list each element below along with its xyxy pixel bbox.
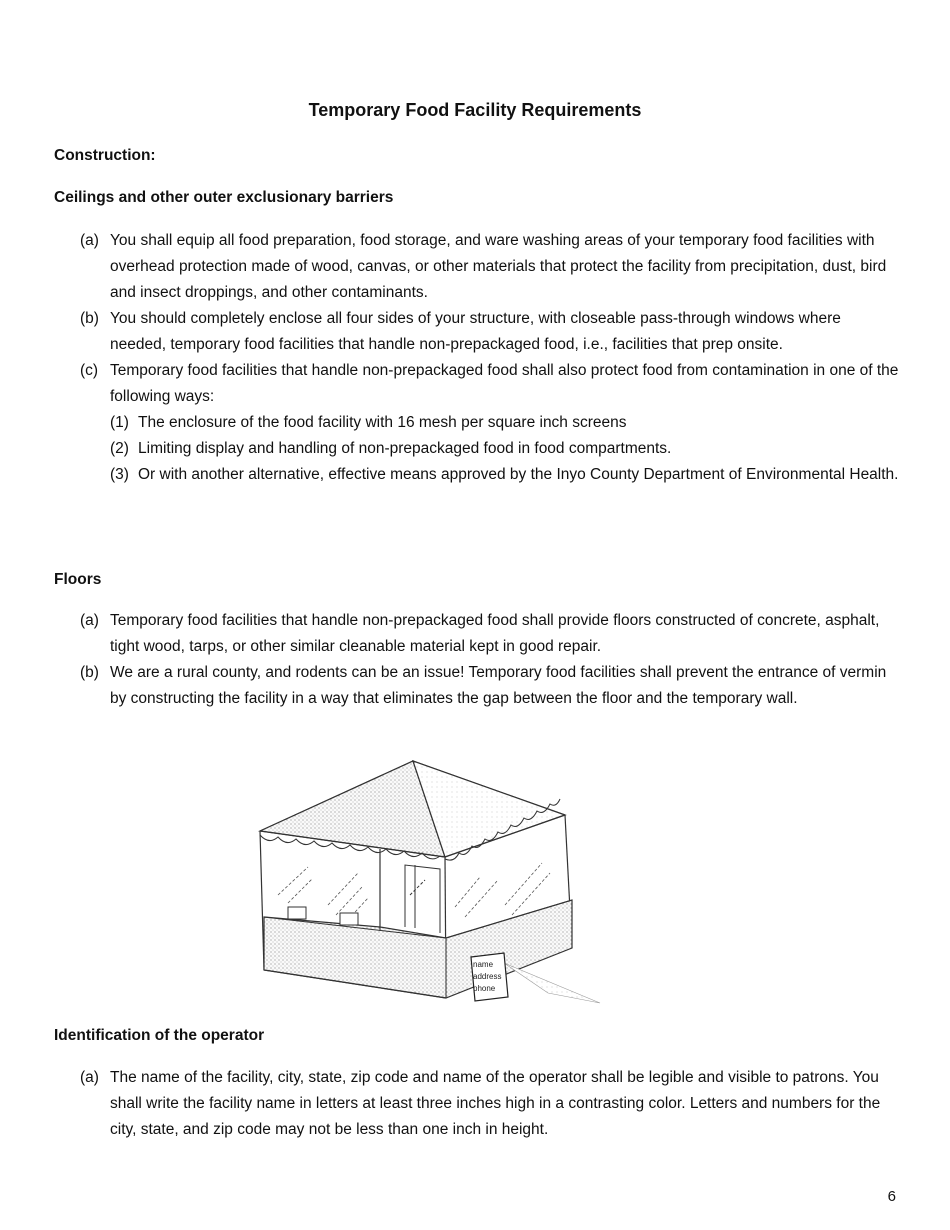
list-marker: (b) xyxy=(80,664,99,681)
ceilings-subitem-3 xyxy=(110,462,900,488)
list-item-text: The enclosure of the food facility with 16 mesh per square inch screens xyxy=(138,414,627,431)
ceilings-item-a xyxy=(80,228,900,306)
identification-heading: Identification of the operator xyxy=(54,1027,265,1044)
ceilings-sublist xyxy=(110,410,900,488)
booth-roof xyxy=(260,761,565,860)
list-marker: (a) xyxy=(80,612,99,629)
booth-door xyxy=(405,865,440,933)
list-item-text: You should completely enclose all four sides of your structure, with closeable pass-through windows where needed, temporary food facilities that handle non-prepackaged food, i.e., facilities that prep onsite. xyxy=(110,310,841,353)
list-item-text: Temporary food facilities that handle non-prepackaged food shall also protect food from contamination in one of the following ways: xyxy=(110,362,899,405)
sign-name-label: name xyxy=(473,960,494,969)
identification-list xyxy=(80,1065,900,1143)
identification-item-a xyxy=(80,1065,900,1143)
list-marker: (b) xyxy=(80,310,99,327)
sign-address-label: address xyxy=(473,972,502,981)
floors-item-b xyxy=(80,660,900,712)
ceilings-subitem-2 xyxy=(110,436,900,462)
floors-item-a xyxy=(80,608,900,660)
list-item-text: Or with another alternative, effective means approved by the Inyo County Department of Environmental Health. xyxy=(138,466,899,483)
list-item-text: We are a rural county, and rodents can be an issue! Temporary food facilities shall prevent the entrance of vermin by constructing the facility in a way that eliminates the gap between the floor and the temporary wall. xyxy=(110,664,887,707)
list-marker: (1) xyxy=(110,414,129,431)
booth-counter xyxy=(264,900,572,998)
list-item-text: Temporary food facilities that handle non-prepackaged food shall provide floors constructed of concrete, asphalt, tight wood, tarps, or other similar cleanable material kept in good repair. xyxy=(110,612,880,655)
list-marker: (a) xyxy=(80,232,99,249)
ceilings-item-b xyxy=(80,306,900,358)
list-marker: (2) xyxy=(110,440,129,457)
page-title: Temporary Food Facility Requirements xyxy=(308,100,642,120)
screen-lines xyxy=(278,863,550,923)
floors-heading: Floors xyxy=(54,571,102,588)
floors-list xyxy=(80,608,900,712)
list-item-text: Limiting display and handling of non-prepackaged food in food compartments. xyxy=(138,440,672,457)
list-marker: (3) xyxy=(110,466,129,483)
list-item-text: You shall equip all food preparation, food storage, and ware washing areas of your temporary food facilities with overhead protection made of wood, canvas, or other materials that protect the facility from precipitation, dust, bird and insect droppings, and other contaminants. xyxy=(110,232,887,301)
ceilings-subitem-1 xyxy=(110,410,900,436)
list-item-text: The name of the facility, city, state, zip code and name of the operator shall be legible and visible to patrons. You shall write the facility name in letters at least three inches high in a contrasting color. Letters and numbers for the city, state, and zip code may not be less than one inch in height. xyxy=(110,1069,881,1138)
ceilings-list xyxy=(80,228,900,488)
ceilings-item-c xyxy=(80,358,900,488)
list-marker: (c) xyxy=(80,362,99,379)
booth-illustration xyxy=(250,755,610,1007)
list-marker: (a) xyxy=(80,1069,99,1086)
construction-heading: Construction: xyxy=(54,147,156,164)
ceilings-heading: Ceilings and other outer exclusionary barriers xyxy=(54,189,394,206)
sign-phone-label: phone xyxy=(473,984,496,993)
page-number: 6 xyxy=(887,1188,896,1205)
